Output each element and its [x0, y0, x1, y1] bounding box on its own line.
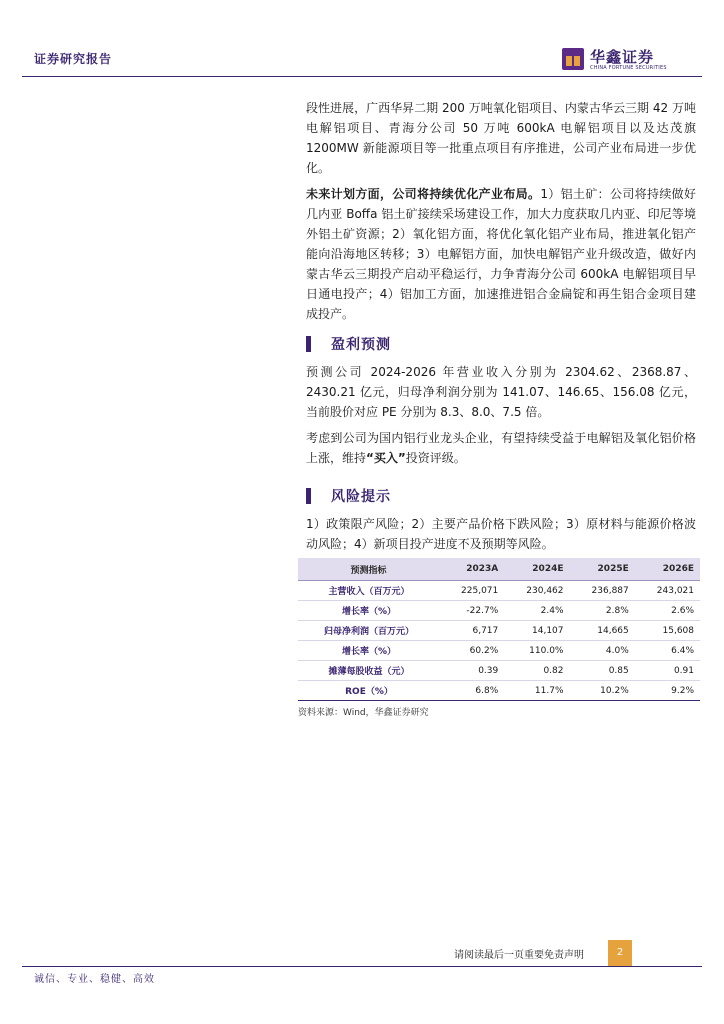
table-cell: 6,717 [439, 621, 504, 641]
section-marker [306, 336, 311, 352]
table-cell: 0.85 [570, 661, 635, 681]
table-header-cell: 2023A [439, 558, 504, 581]
row-label: 增长率（%） [298, 601, 439, 621]
table-cell: 2.4% [504, 601, 569, 621]
rating-text: 考虑到公司为国内铝行业龙头企业，有望持续受益于电解铝及氧化铝价格上涨，维持 [306, 431, 696, 465]
footer-divider [22, 966, 702, 967]
row-label: ROE（%） [298, 681, 439, 701]
table-header-cell: 预测指标 [298, 558, 439, 581]
table-row [298, 601, 700, 621]
forecast-table-wrapper [298, 550, 700, 718]
table-cell: 225,071 [439, 581, 504, 601]
table-header-row [298, 558, 700, 581]
table-row [298, 661, 700, 681]
header-divider [22, 76, 702, 77]
paragraph-body: 1）铝土矿：公司将持续做好几内亚 Boffa 铝土矿接续采场建设工作，加大力度获取几内亚、印尼等境外铝土矿资源；2）氧化铝方面，将优化氧化铝产业布局，推进氧化铝产能向沿海地区转移；3）电解铝方面，加快电解铝产业升级改造，做好内蒙古华云三期投产启动平稳运行，力争青海分公司 600kA 电解铝项目早日通电投产；4）铝加工方面，加速推进铝合金扁锭和再生铝合金项目建成投产。 [306, 187, 696, 321]
table-header-cell: 2025E [570, 558, 635, 581]
table-cell: 2.6% [635, 601, 700, 621]
table-source-note: 资料来源：Wind，华鑫证券研究 [298, 708, 429, 718]
table-row [298, 641, 700, 661]
section-title: 盈利预测 [331, 337, 391, 353]
table-cell: 110.0% [504, 641, 569, 661]
section-heading-forecast [306, 334, 696, 354]
table-header-cell: 2024E [504, 558, 569, 581]
table-cell: 2.8% [570, 601, 635, 621]
table-cell: 15,608 [635, 621, 700, 641]
logo-text-en: CHINA FORTUNE SECURITIES [590, 65, 667, 71]
table-header-cell: 2026E [635, 558, 700, 581]
paragraph-lead: 未来计划方面，公司将持续优化产业布局。 [306, 187, 541, 201]
paragraph-rating [306, 428, 696, 468]
row-label: 归母净利润（百万元） [298, 621, 439, 641]
page-number: 2 [608, 940, 632, 966]
paragraph-risk: 1）政策限产风险；2）主要产品价格下跌风险；3）原材料与能源价格波动风险；4）新项目投产进度不及预期等风险。 [306, 517, 696, 551]
rating-text-end: 投资评级。 [405, 451, 466, 465]
table-cell: -22.7% [439, 601, 504, 621]
main-content [306, 98, 696, 560]
table-cell: 6.4% [635, 641, 700, 661]
table-cell: 4.0% [570, 641, 635, 661]
row-label: 摊薄每股收益（元） [298, 661, 439, 681]
paragraph-future-plan [306, 184, 696, 324]
table-row [298, 581, 700, 601]
disclaimer-note: 请阅读最后一页重要免责声明 [454, 950, 584, 961]
table-cell: 0.91 [635, 661, 700, 681]
table-cell: 6.8% [439, 681, 504, 701]
footer-motto: 诚信、专业、稳健、高效 [34, 974, 155, 985]
table-cell: 11.7% [504, 681, 569, 701]
table-cell: 236,887 [570, 581, 635, 601]
table-cell: 14,107 [504, 621, 569, 641]
table-cell: 60.2% [439, 641, 504, 661]
logo-text-cn: 华鑫证券 [590, 48, 655, 66]
report-type-label: 证券研究报告 [34, 52, 113, 66]
company-logo [562, 44, 682, 74]
paragraph-forecast: 预测公司 2024-2026 年营业收入分别为 2304.62、2368.87、2430.21 亿元，归母净利润分别为 141.07、146.65、156.08 亿元，当前股价对应 PE 分别为 8.3、8.0、7.5 倍。 [306, 365, 696, 419]
table-cell: 9.2% [635, 681, 700, 701]
forecast-table [298, 558, 700, 701]
table-cell: 0.39 [439, 661, 504, 681]
table-cell: 10.2% [570, 681, 635, 701]
table-cell: 14,665 [570, 621, 635, 641]
table-row [298, 681, 700, 701]
table-cell: 0.82 [504, 661, 569, 681]
table-row [298, 621, 700, 641]
section-title: 风险提示 [331, 489, 391, 505]
rating-value: “买入” [366, 451, 406, 465]
table-cell: 230,462 [504, 581, 569, 601]
row-label: 增长率（%） [298, 641, 439, 661]
logo-mark-icon [562, 48, 584, 70]
section-marker [306, 488, 311, 504]
paragraph-progress: 段性进展，广西华昇二期 200 万吨氧化铝项目、内蒙古华云三期 42 万吨电解铝项目、青海分公司 50 万吨 600kA 电解铝项目以及达茂旗 1200MW 新能源项目等一批重点项目有序推进，公司产业布局进一步优化。 [306, 101, 696, 175]
table-cell: 243,021 [635, 581, 700, 601]
row-label: 主营收入（百万元） [298, 581, 439, 601]
section-heading-risk [306, 486, 696, 506]
